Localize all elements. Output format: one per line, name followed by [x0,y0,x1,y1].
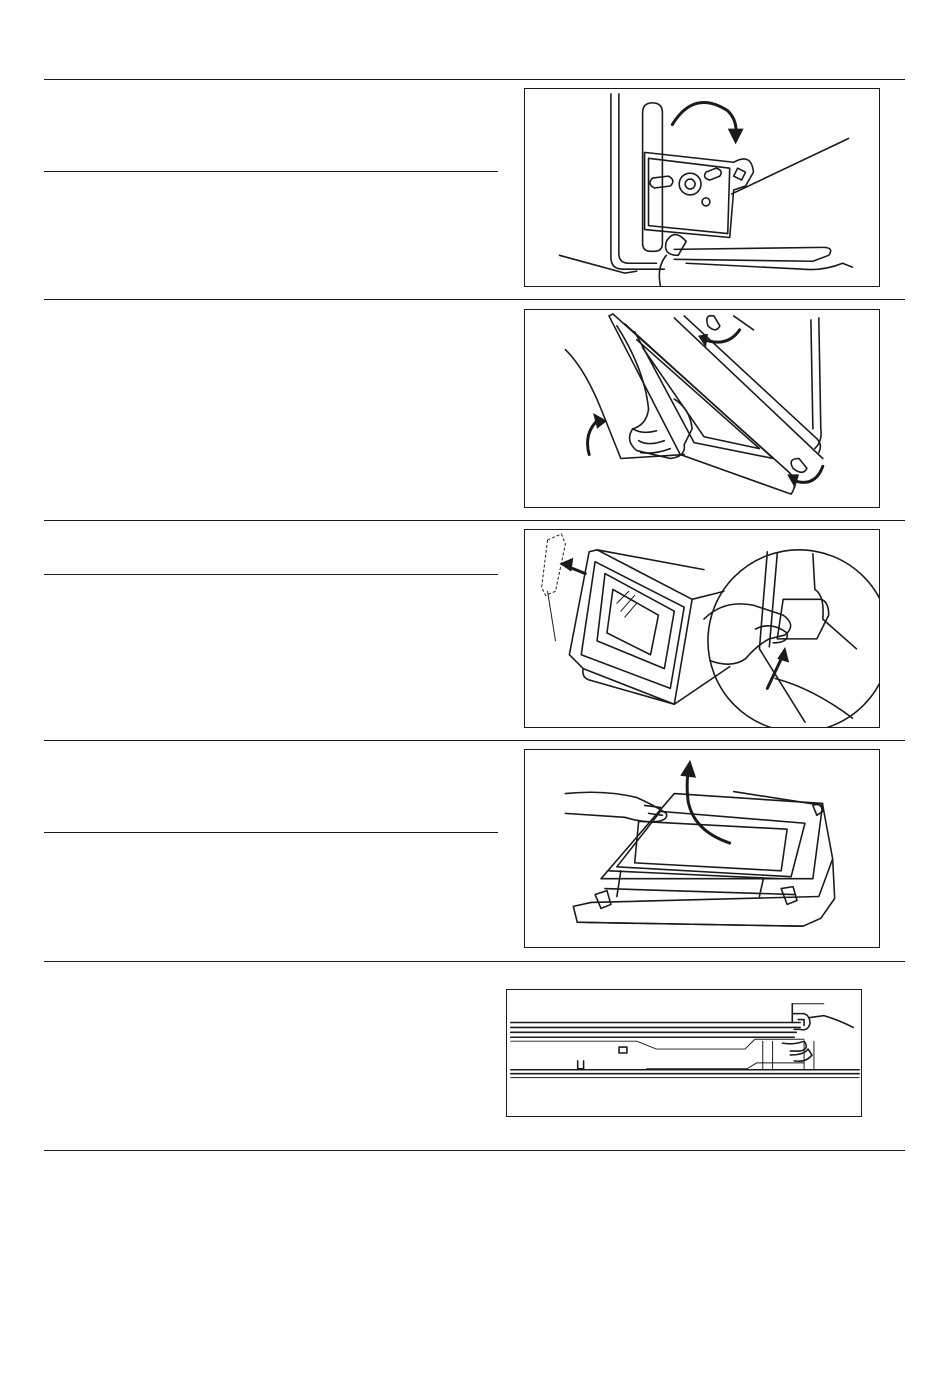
section-divider-4 [44,740,905,741]
step-divider-2 [44,574,498,575]
hinge-lever-icon [525,89,879,286]
glass-panel-lift-icon [525,750,879,947]
step-divider-1 [44,171,498,172]
section-divider-2 [44,299,905,300]
glass-release-illustration [524,529,880,728]
section-divider-1 [44,79,905,80]
hinge-lever-illustration [524,88,880,287]
section-divider-3 [44,520,905,521]
door-removal-icon [525,310,879,507]
glass-panel-lift-illustration [524,749,880,948]
door-cross-section-icon [507,990,861,1116]
door-removal-illustration [524,309,880,508]
step-divider-3 [44,832,498,833]
section-divider-5 [44,961,905,962]
glass-release-icon [525,530,879,727]
door-cross-section-illustration [506,989,862,1117]
section-divider-6 [44,1150,905,1151]
